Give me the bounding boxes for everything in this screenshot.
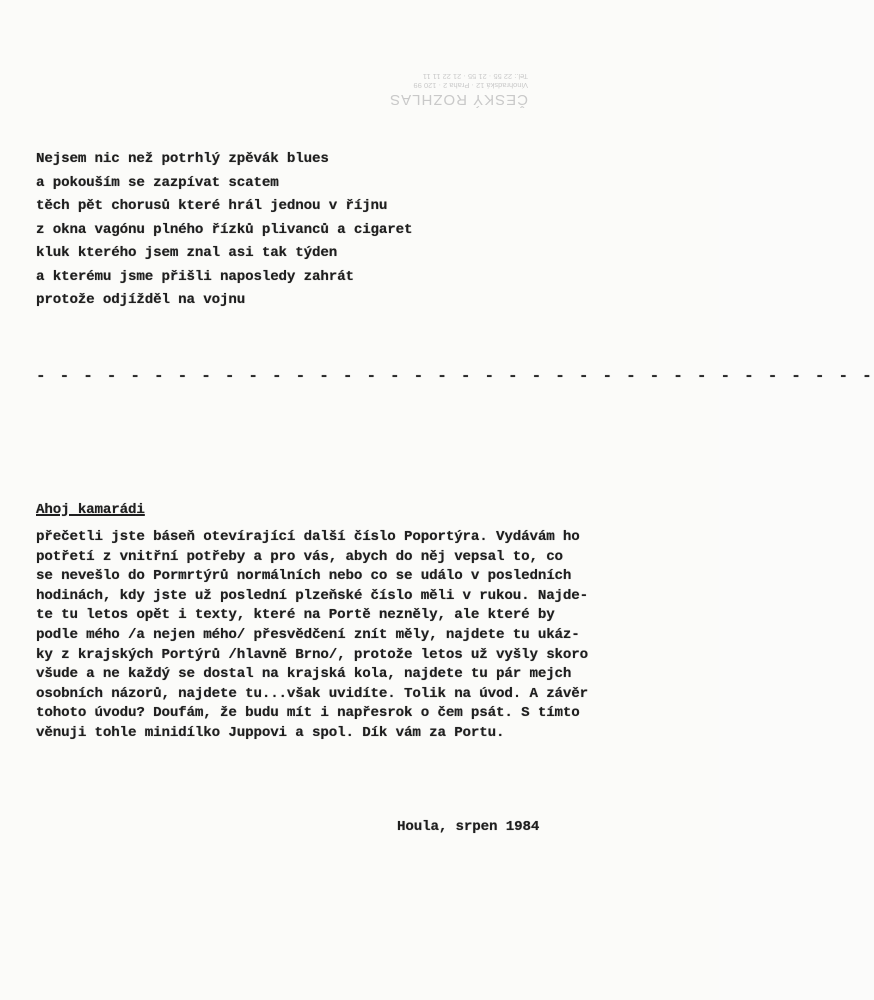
letter-line: te tu letos opět i texty, které na Portě nezněly, ale které by xyxy=(36,607,555,624)
stamp-address-line: Vinohradská 12 · Praha 2 · 120 99 xyxy=(413,81,528,90)
letter-line: podle mého /a nejen mého/ přesvědčení znít měly, najdete tu ukáz- xyxy=(36,626,580,643)
letter-signature: Houla, srpen 1984 xyxy=(397,819,540,835)
poem-line: protože odjížděl na vojnu xyxy=(36,292,246,308)
letter-line: se nevešlo do Pormrtýrů normálních nebo co se událo v posledních xyxy=(36,568,572,585)
letter-body xyxy=(36,528,588,744)
poem-line: těch pět chorusů které hrál jednou v říjnu xyxy=(36,198,388,214)
poem-line: a kterému jsme přišli naposledy zahrát xyxy=(36,268,354,285)
poem-line: a pokouším se zazpívat scatem xyxy=(36,174,279,191)
letter-greeting: Ahoj kamarádi xyxy=(36,502,145,518)
letter-line: tohoto úvodu? Doufám, že budu mít i napřesrok o čem psát. S tímto xyxy=(36,705,580,722)
letter-line: věnuji tohle minidílko Juppovi a spol. Dík vám za Portu. xyxy=(36,724,505,741)
letter-line: hodinách, kdy jste už poslední plzeňské číslo měli v rukou. Najde- xyxy=(36,587,589,604)
letter-line: osobních názorů, najdete tu...však uvidíte. Tolik na úvod. A závěr xyxy=(36,685,589,702)
dashed-separator: - - - - - - - - - - - - - - - - - - - - - - - - - - - - - - - - - - - - xyxy=(36,367,874,385)
poem-block xyxy=(36,148,412,313)
letter-line: přečetli jste báseň otevírající další číslo Poportýra. Vydávám ho xyxy=(36,529,580,545)
stamp-title: ČESKÝ ROZHLAS xyxy=(389,91,528,108)
poem-line: Nejsem nic než potrhlý zpěvák blues xyxy=(36,151,329,167)
poem-line: z okna vagónu plného řízků plivanců a cigaret xyxy=(36,221,413,238)
stamp-phone-line: Tel.: 22 55 · 21 55 · 21 22 11 11 xyxy=(422,72,528,81)
letter-line: ky z krajských Portýrů /hlavně Brno/, protože letos už vyšly skoro xyxy=(36,646,589,663)
letter-line: potřetí z vnitřní potřeby a pro vás, abych do něj vepsal to, co xyxy=(36,548,563,565)
mirrored-radio-stamp xyxy=(318,72,528,108)
poem-line: kluk kterého jsem znal asi tak týden xyxy=(36,245,338,261)
letter-line: všude a ne každý se dostal na krajská kola, najdete tu pár mejch xyxy=(36,666,572,683)
